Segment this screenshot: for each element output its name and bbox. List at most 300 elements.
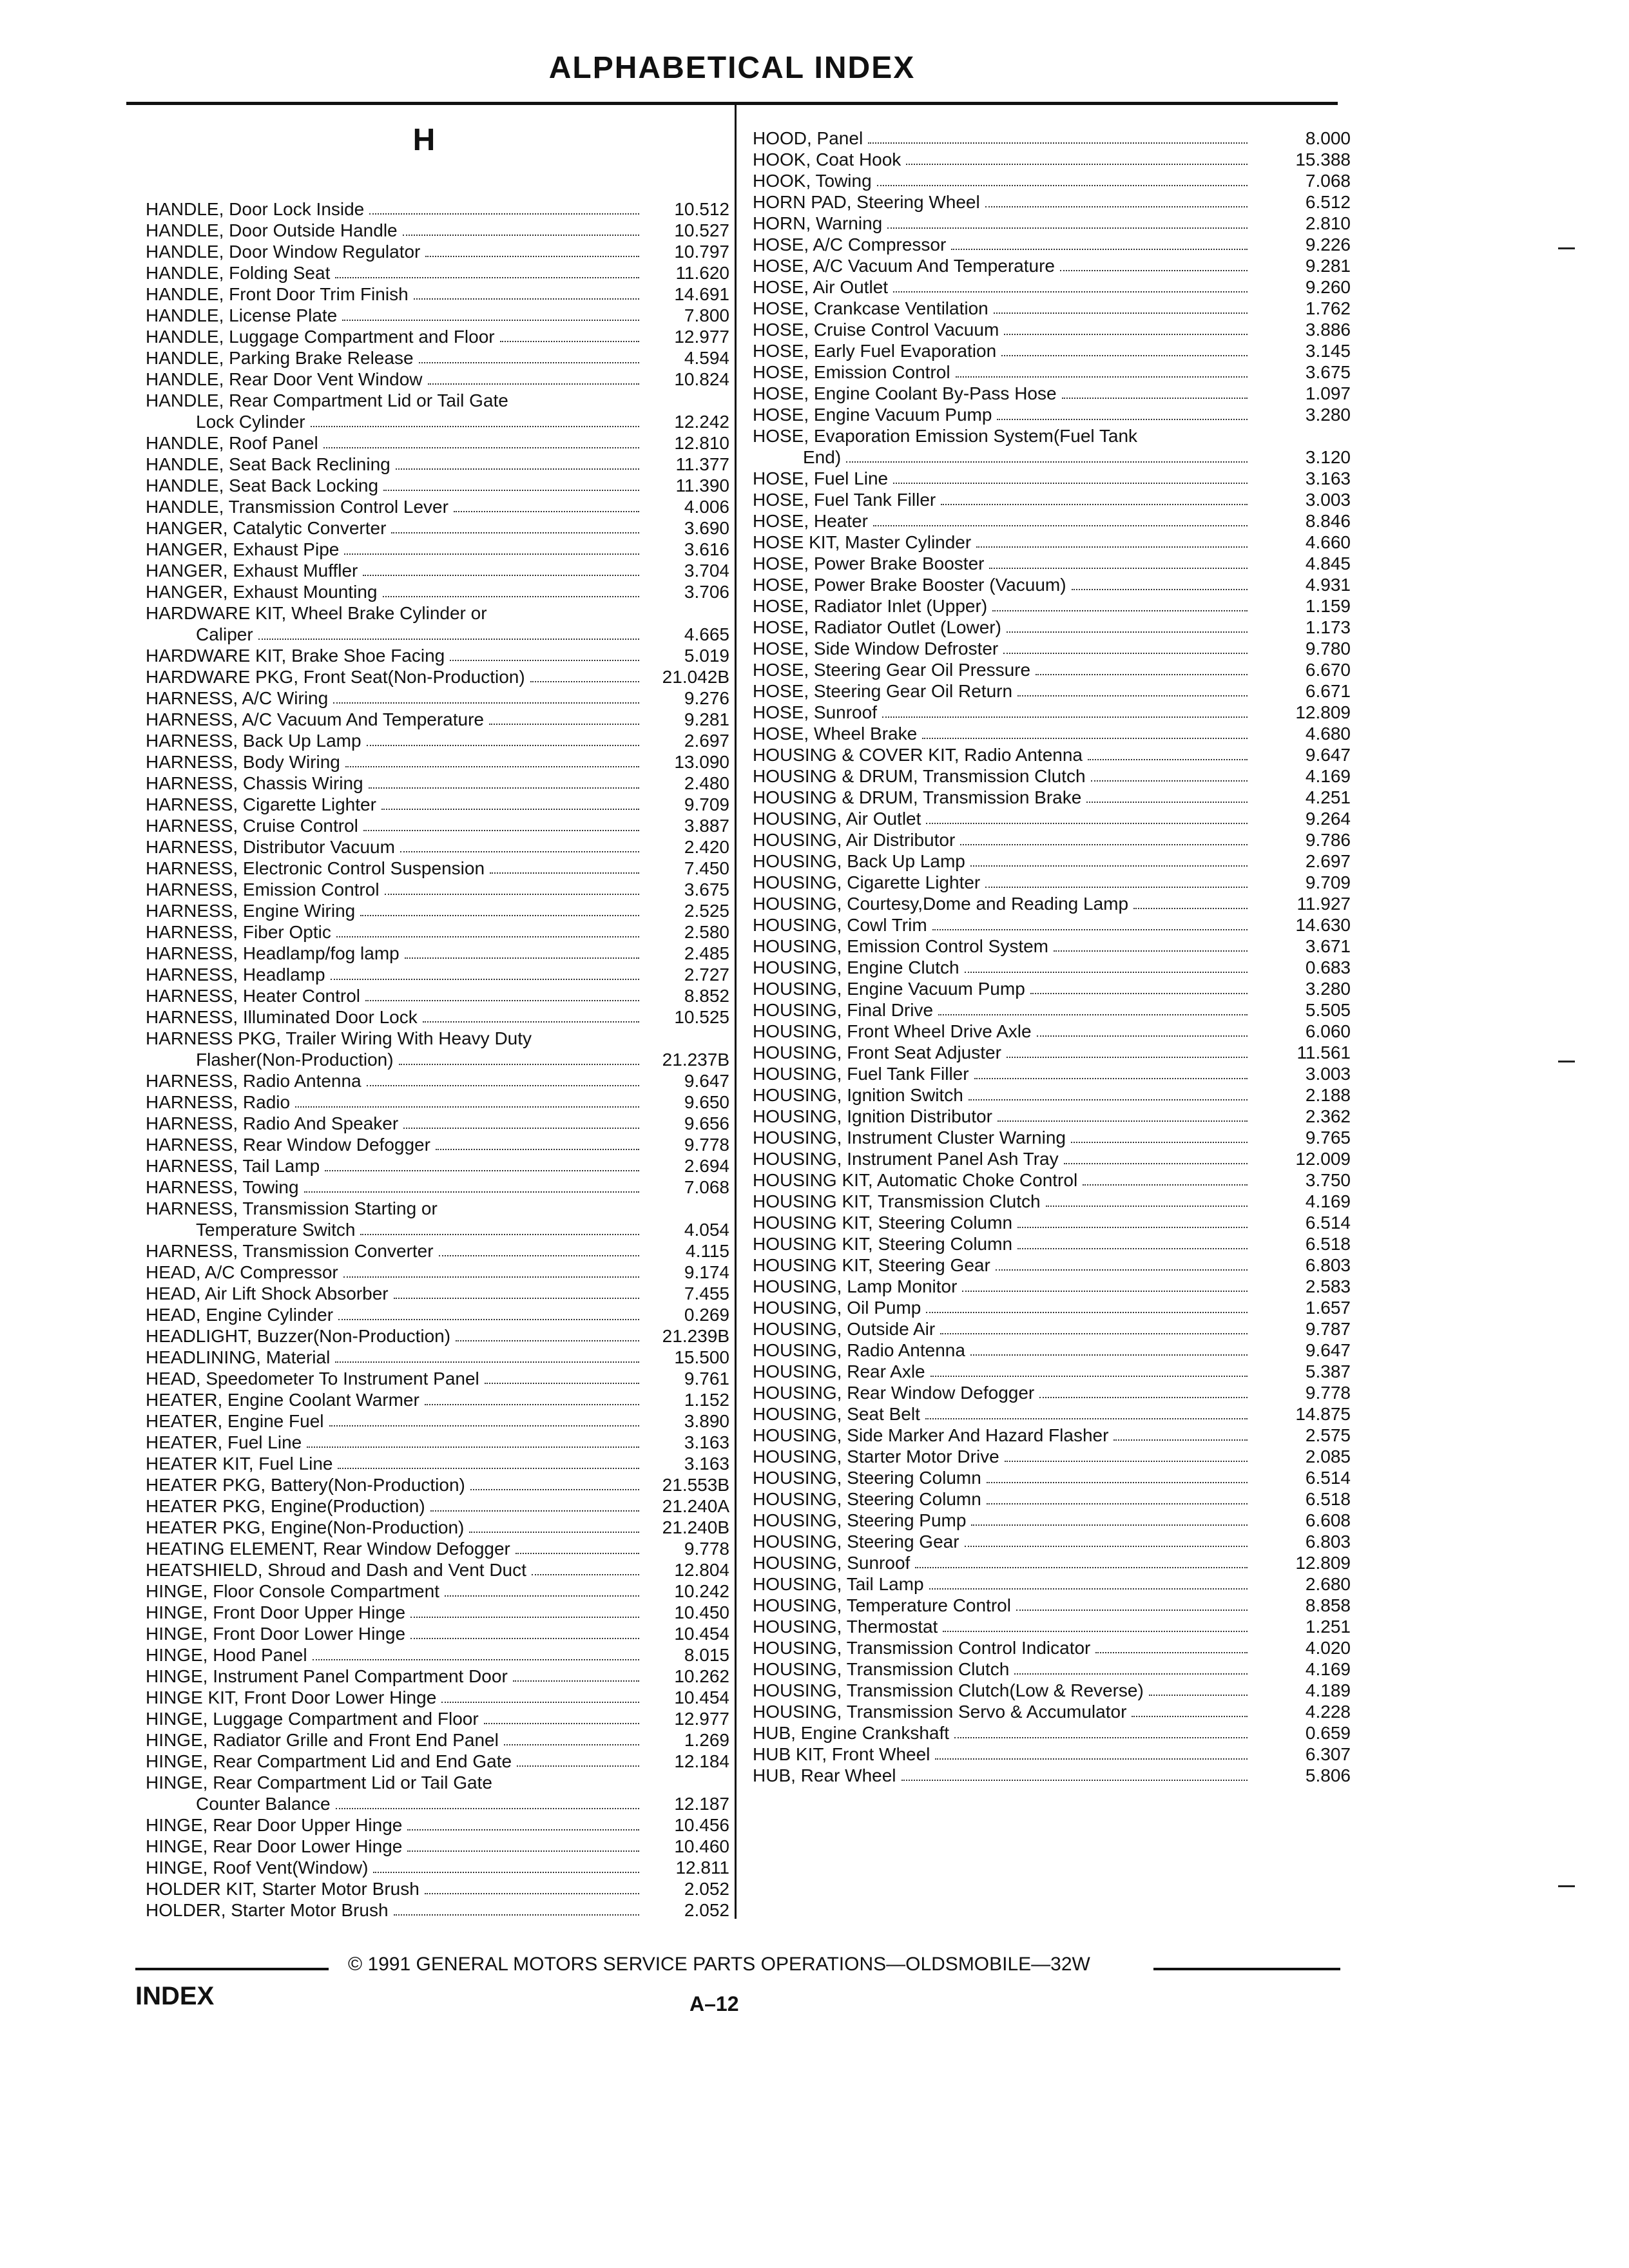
entry-name: HOSE, Power Brake Booster (753, 553, 985, 573)
dot-leader (405, 957, 639, 959)
dot-leader (345, 766, 639, 767)
entry-page-ref: 12.242 (674, 412, 729, 432)
entry-page-ref: 12.809 (1295, 1553, 1351, 1573)
index-entry (146, 1006, 729, 1028)
entry-name: HINGE KIT, Front Door Lower Hinge (146, 1687, 437, 1707)
entry-page-ref: 10.454 (674, 1624, 729, 1644)
entry-name: HARNESS, Engine Wiring (146, 901, 356, 921)
entry-name: HARNESS, Tail Lamp (146, 1156, 320, 1176)
dot-leader (970, 865, 1248, 867)
index-entry (753, 702, 1351, 723)
entry-name: HEATER, Engine Fuel (146, 1411, 324, 1431)
entry-name: HEATSHIELD, Shroud and Dash and Vent Duct (146, 1560, 526, 1580)
entry-name: HORN, Warning (753, 213, 883, 233)
entry-name: HOUSING, Sunroof (753, 1553, 911, 1573)
dot-leader (1095, 1652, 1248, 1653)
dot-leader (403, 235, 639, 236)
dot-leader (517, 1765, 639, 1767)
index-entry (146, 1729, 729, 1751)
entry-name: HOUSING, Cigarette Lighter (753, 872, 981, 892)
entry-name: HOUSING, Outside Air (753, 1319, 936, 1339)
index-entry (146, 1453, 729, 1474)
entry-name: HARNESS, Emission Control (146, 879, 380, 899)
dot-leader (926, 823, 1248, 824)
dot-leader (336, 936, 639, 937)
index-entry (146, 1432, 729, 1453)
dot-leader (399, 1064, 639, 1065)
entry-page-ref: 10.454 (674, 1687, 729, 1707)
index-entry (146, 645, 729, 666)
entry-name: HINGE, Radiator Grille and Front End Panel (146, 1730, 499, 1750)
index-entry (753, 936, 1351, 957)
entry-page-ref: 6.512 (1305, 192, 1351, 212)
index-entry (146, 815, 729, 836)
dot-leader (304, 1191, 639, 1193)
index-entry (146, 1262, 729, 1283)
entry-page-ref: 12.977 (674, 1709, 729, 1729)
entry-name: HOSE, A/C Compressor (753, 235, 947, 255)
entry-page-ref: 7.800 (684, 305, 729, 325)
entry-page-ref: 3.003 (1305, 1064, 1351, 1084)
index-entry (753, 234, 1351, 255)
dot-leader (1003, 653, 1248, 654)
index-entry (753, 1191, 1351, 1212)
index-entry (146, 262, 729, 284)
entry-page-ref: 9.786 (1305, 830, 1351, 850)
entry-name: HANDLE, Door Outside Handle (146, 220, 398, 240)
dot-leader (985, 206, 1248, 207)
index-entry (753, 1382, 1351, 1403)
dot-leader (331, 979, 639, 980)
entry-page-ref: 1.152 (684, 1390, 729, 1410)
index-entry (146, 1559, 729, 1581)
entry-name: HEATER PKG, Engine(Production) (146, 1496, 425, 1516)
entry-name: HARNESS, Headlamp (146, 965, 325, 985)
dot-leader (1064, 1163, 1248, 1164)
entry-page-ref: 12.809 (1295, 702, 1351, 722)
entry-name: HOSE, Air Outlet (753, 277, 889, 297)
entry-name: HOSE, Side Window Defroster (753, 639, 999, 658)
entry-page-ref: 11.390 (675, 476, 729, 495)
index-entry (753, 1446, 1351, 1467)
entry-page-ref: 6.514 (1305, 1468, 1351, 1488)
dot-leader (391, 532, 639, 533)
entry-page-ref: 10.262 (674, 1666, 729, 1686)
entry-name: HOSE, Wheel Brake (753, 724, 918, 744)
entry-name: HEAD, Speedometer To Instrument Panel (146, 1369, 479, 1389)
entry-name: HOUSING KIT, Transmission Clutch (753, 1191, 1041, 1211)
entry-name: HARNESS, Radio (146, 1092, 291, 1112)
dot-leader (425, 1893, 639, 1894)
entry-page-ref: 4.251 (1305, 787, 1351, 807)
entry-name: HOUSING, Rear Axle (753, 1361, 925, 1381)
entry-page-ref: 9.709 (1305, 872, 1351, 892)
index-entry (146, 1198, 729, 1240)
dot-leader (403, 1128, 639, 1129)
entry-name: HOUSING KIT, Steering Gear (753, 1255, 990, 1275)
dot-leader (311, 426, 639, 427)
dot-leader (1113, 1439, 1248, 1441)
index-entry (753, 1488, 1351, 1510)
entry-page-ref: 7.068 (1305, 171, 1351, 191)
dot-leader (490, 872, 639, 874)
dot-leader (941, 504, 1248, 505)
index-entry (146, 794, 729, 815)
index-entry (753, 978, 1351, 999)
dot-leader (932, 929, 1248, 930)
entry-page-ref: 9.647 (1305, 745, 1351, 765)
index-entry (146, 560, 729, 581)
margin-mark (1558, 1885, 1575, 1887)
entry-name: HEATER PKG, Engine(Non-Production) (146, 1517, 465, 1537)
entry-page-ref: 7.455 (684, 1283, 729, 1303)
dot-leader (428, 383, 639, 385)
entry-page-ref: 11.927 (1296, 894, 1351, 914)
entry-page-ref: 10.242 (674, 1581, 729, 1601)
dot-leader (365, 1000, 639, 1001)
entry-page-ref: 8.846 (1305, 511, 1351, 531)
footer-copyright: © 1991 GENERAL MOTORS SERVICE PARTS OPERATIONS—OLDSMOBILE—32W (348, 1954, 1090, 1975)
index-entry (753, 1573, 1351, 1595)
dot-leader (962, 1291, 1248, 1292)
entry-page-ref: 12.804 (674, 1560, 729, 1580)
entry-page-ref: 9.260 (1305, 277, 1351, 297)
entry-page-ref: 12.810 (674, 433, 729, 453)
entry-name: HOUSING, Transmission Servo & Accumulator (753, 1702, 1127, 1722)
index-entry (753, 787, 1351, 808)
dot-leader (336, 1808, 639, 1809)
entry-name-continued: Caliper (196, 624, 253, 644)
entry-page-ref: 15.500 (674, 1347, 729, 1367)
dot-leader (1036, 674, 1248, 675)
entry-page-ref: 21.042B (662, 667, 729, 687)
dot-leader (258, 639, 639, 640)
dot-leader (989, 568, 1248, 569)
entry-name: HOSE, Radiator Inlet (Upper) (753, 596, 988, 616)
dot-leader (414, 298, 639, 300)
entry-page-ref: 0.683 (1305, 957, 1351, 977)
entry-name: HOUSING, Steering Column (753, 1489, 981, 1509)
index-entry (753, 276, 1351, 298)
dot-leader (394, 1298, 639, 1299)
index-entry (753, 1169, 1351, 1191)
dot-leader (489, 724, 639, 725)
index-entry (753, 595, 1351, 617)
entry-page-ref: 12.009 (1295, 1149, 1351, 1169)
index-entry (146, 666, 729, 687)
dot-leader (901, 1780, 1248, 1781)
dot-leader (1132, 1716, 1248, 1717)
entry-page-ref: 12.977 (674, 327, 729, 347)
dot-leader (439, 1255, 639, 1256)
entry-page-ref: 21.240B (662, 1517, 729, 1537)
index-entry (146, 1177, 729, 1198)
entry-name: HOLDER KIT, Starter Motor Brush (146, 1879, 419, 1899)
entry-name: HEADLIGHT, Buzzer(Non-Production) (146, 1326, 451, 1346)
dot-leader (363, 575, 639, 576)
dot-leader (410, 1638, 639, 1639)
index-entry (146, 1623, 729, 1644)
index-entry (753, 149, 1351, 170)
entry-name: HOOK, Towing (753, 171, 872, 191)
entry-page-ref: 2.052 (684, 1879, 729, 1899)
entry-name: HOUSING, Engine Vacuum Pump (753, 979, 1025, 999)
index-entry (146, 879, 729, 900)
footer-section-label: INDEX (135, 1982, 215, 2010)
entry-name: HANDLE, Parking Brake Release (146, 348, 414, 368)
dot-leader (943, 1631, 1248, 1632)
index-entry (146, 1495, 729, 1517)
dot-leader (425, 1404, 639, 1405)
entry-name: HOUSING, Tail Lamp (753, 1574, 924, 1594)
entry-name: HOSE, Engine Coolant By-Pass Hose (753, 383, 1057, 403)
index-entry (753, 489, 1351, 510)
entry-page-ref: 9.787 (1305, 1319, 1351, 1339)
entry-page-ref: 1.762 (1305, 298, 1351, 318)
index-entry (146, 284, 729, 305)
entry-page-ref: 6.670 (1305, 660, 1351, 680)
index-entry (753, 1531, 1351, 1552)
entry-name: HOUSING, Steering Column (753, 1468, 981, 1488)
entry-name: HEATER, Engine Coolant Warmer (146, 1390, 419, 1410)
index-entry (146, 1666, 729, 1687)
dot-leader (484, 1723, 639, 1724)
entry-page-ref: 0.659 (1305, 1723, 1351, 1743)
index-entry (753, 1616, 1351, 1637)
index-entry (753, 319, 1351, 340)
dot-leader (1007, 631, 1248, 633)
entry-name: HARNESS, Body Wiring (146, 752, 340, 772)
entry-name: HINGE, Front Door Upper Hinge (146, 1602, 406, 1622)
entry-page-ref: 4.169 (1305, 1659, 1351, 1679)
entry-page-ref: 6.307 (1305, 1744, 1351, 1764)
entry-name: HARDWARE PKG, Front Seat(Non-Production) (146, 667, 525, 687)
index-entry (753, 425, 1351, 468)
entry-name: HEATER PKG, Battery(Non-Production) (146, 1475, 465, 1495)
entry-page-ref: 11.561 (1296, 1043, 1351, 1062)
index-entry (146, 198, 729, 220)
entry-page-ref: 9.281 (1305, 256, 1351, 276)
index-entry (146, 687, 729, 709)
index-entry (146, 1028, 729, 1070)
entry-page-ref: 21.237B (662, 1050, 729, 1070)
dot-leader (407, 1850, 639, 1852)
index-entry (753, 1361, 1351, 1382)
entry-page-ref: 9.709 (684, 794, 729, 814)
dot-leader (333, 702, 639, 704)
entry-name: HOUSING, Instrument Cluster Warning (753, 1128, 1066, 1148)
index-entry (146, 751, 729, 773)
index-entry (146, 496, 729, 517)
entry-page-ref: 9.281 (684, 709, 729, 729)
entry-name: HANGER, Exhaust Muffler (146, 561, 358, 581)
dot-leader (846, 461, 1248, 463)
entry-name: HOUSING, Steering Pump (753, 1510, 967, 1530)
dot-leader (882, 716, 1248, 718)
entry-page-ref: 13.090 (674, 752, 729, 772)
dot-leader (987, 1482, 1248, 1483)
index-entry (146, 1644, 729, 1666)
entry-name: HOSE, Evaporation Emission System(Fuel Tank (753, 426, 1138, 446)
dot-leader (1046, 1206, 1248, 1207)
entry-name: HOUSING KIT, Steering Column (753, 1213, 1013, 1233)
dot-leader (454, 511, 639, 512)
entry-name: HARNESS, Distributor Vacuum (146, 837, 395, 857)
dot-leader (367, 745, 639, 746)
index-entry (753, 510, 1351, 532)
dot-leader (407, 1829, 639, 1831)
entry-page-ref: 4.931 (1305, 575, 1351, 595)
index-entry (146, 1389, 729, 1410)
dot-leader (1091, 780, 1248, 782)
entry-name-continued: Flasher(Non-Production) (196, 1050, 394, 1070)
index-entry (753, 680, 1351, 702)
entry-page-ref: 1.159 (1305, 596, 1351, 616)
entry-page-ref: 10.456 (674, 1815, 729, 1835)
entry-page-ref: 8.858 (1305, 1595, 1351, 1615)
entry-page-ref: 2.810 (1305, 213, 1351, 233)
entry-name: HOOK, Coat Hook (753, 149, 901, 169)
dot-leader (965, 972, 1248, 973)
entry-page-ref: 9.765 (1305, 1128, 1351, 1148)
dot-leader (994, 312, 1248, 314)
entry-page-ref: 3.163 (684, 1454, 729, 1474)
dot-leader (516, 1553, 639, 1554)
entry-name: HOUSING, Cowl Trim (753, 915, 927, 935)
entry-name: HOUSING, Back Up Lamp (753, 851, 965, 871)
dot-leader (500, 341, 639, 342)
index-entry (146, 1687, 729, 1708)
index-entry (146, 1304, 729, 1325)
entry-page-ref: 6.803 (1305, 1532, 1351, 1552)
entry-name: HARNESS, Illuminated Door Lock (146, 1007, 418, 1027)
index-entry (146, 1368, 729, 1389)
index-entry (146, 602, 729, 645)
dot-leader (396, 468, 639, 470)
dot-leader (436, 1149, 639, 1150)
entry-name: HOUSING, Transmission Clutch (753, 1659, 1010, 1679)
entry-page-ref: 4.594 (684, 348, 729, 368)
entry-name: HEAD, Air Lift Shock Absorber (146, 1283, 389, 1303)
index-entry (753, 808, 1351, 829)
entry-name: HANDLE, Seat Back Locking (146, 476, 379, 495)
entry-page-ref: 9.778 (684, 1135, 729, 1155)
dot-leader (383, 596, 640, 597)
entry-page-ref: 2.188 (1305, 1085, 1351, 1105)
dot-leader (425, 256, 639, 257)
index-entry (753, 1744, 1351, 1765)
dot-leader (987, 1503, 1248, 1504)
entry-name: HOUSING, Radio Antenna (753, 1340, 965, 1360)
dot-leader (997, 419, 1248, 420)
dot-leader (470, 1489, 639, 1490)
entry-page-ref: 9.264 (1305, 809, 1351, 829)
entry-name: HOSE, Heater (753, 511, 868, 531)
index-entry (753, 404, 1351, 425)
dot-leader (951, 249, 1248, 250)
entry-name: HANDLE, Luggage Compartment and Floor (146, 327, 495, 347)
index-entry (753, 1148, 1351, 1169)
entry-page-ref: 6.671 (1305, 681, 1351, 701)
dot-leader (1017, 1248, 1248, 1249)
index-entry (146, 858, 729, 879)
entry-page-ref: 7.068 (684, 1177, 729, 1197)
entry-name: HINGE, Luggage Compartment and Floor (146, 1709, 479, 1729)
entry-page-ref: 3.280 (1305, 979, 1351, 999)
entry-page-ref: 6.060 (1305, 1021, 1351, 1041)
entry-page-ref: 2.485 (684, 943, 729, 963)
index-entry (753, 1403, 1351, 1425)
dot-leader (956, 376, 1248, 378)
entry-name: HARNESS, Heater Control (146, 986, 361, 1006)
index-entry (753, 765, 1351, 787)
index-entry (146, 581, 729, 602)
dot-leader (513, 1680, 639, 1682)
margin-mark (1558, 1061, 1575, 1062)
dot-leader (929, 1588, 1248, 1590)
entry-name: HOUSING & COVER KIT, Radio Antenna (753, 745, 1083, 765)
dot-leader (295, 1106, 639, 1108)
index-entry (753, 1318, 1351, 1340)
index-entry (753, 957, 1351, 978)
entry-name: HANDLE, License Plate (146, 305, 338, 325)
entry-page-ref: 2.727 (684, 965, 729, 985)
entry-name: HARNESS, Headlamp/fog lamp (146, 943, 400, 963)
dot-leader (1072, 589, 1248, 590)
index-entry (146, 921, 729, 943)
dot-leader (430, 1510, 639, 1512)
entry-page-ref: 4.660 (1305, 532, 1351, 552)
right-index-column (753, 128, 1351, 1786)
dot-leader (922, 738, 1248, 739)
entry-page-ref: 10.527 (674, 220, 729, 240)
entry-page-ref: 4.020 (1305, 1638, 1351, 1658)
index-entry (146, 1581, 729, 1602)
index-entry (146, 1134, 729, 1155)
footer-rule-left (135, 1968, 329, 1970)
entry-page-ref: 3.163 (1305, 468, 1351, 488)
entry-name: HOSE, Early Fuel Evaporation (753, 341, 997, 361)
entry-name: HARNESS, Back Up Lamp (146, 731, 361, 751)
entry-page-ref: 12.187 (674, 1794, 729, 1814)
dot-leader (940, 1333, 1248, 1334)
dot-leader (485, 1383, 639, 1384)
dot-leader (1060, 270, 1248, 271)
index-entry (753, 617, 1351, 638)
entry-name: HINGE, Roof Vent(Window) (146, 1858, 369, 1878)
index-entry (753, 574, 1351, 595)
dot-leader (373, 1872, 639, 1873)
index-entry (753, 1765, 1351, 1786)
entry-page-ref: 10.797 (674, 242, 729, 262)
entry-page-ref: 3.280 (1305, 405, 1351, 425)
entry-name: HOUSING, Front Seat Adjuster (753, 1043, 1001, 1062)
entry-page-ref: 12.184 (674, 1751, 729, 1771)
index-entry (753, 872, 1351, 893)
section-letter: H (412, 123, 436, 157)
entry-name: HINGE, Rear Door Lower Hinge (146, 1836, 403, 1856)
dot-leader (1007, 1057, 1248, 1058)
margin-mark (1558, 247, 1575, 249)
index-entry (753, 1063, 1351, 1084)
entry-page-ref: 2.420 (684, 837, 729, 857)
dot-leader (1005, 1461, 1248, 1462)
entry-name: HOUSING, Transmission Control Indicator (753, 1638, 1091, 1658)
index-entry (146, 475, 729, 496)
index-entry (146, 1347, 729, 1368)
entry-name: HORN PAD, Steering Wheel (753, 192, 980, 212)
entry-name: HOSE, Emission Control (753, 362, 950, 382)
